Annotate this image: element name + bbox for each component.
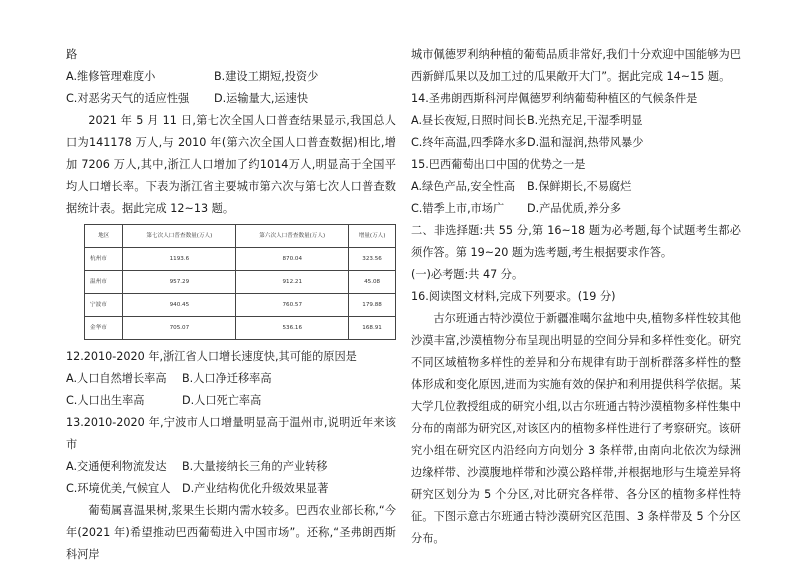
q15-stem: 15.巴西葡萄出口中国的优势之一是 — [411, 158, 586, 171]
grape-passage: 葡萄属喜温果树,浆果生长期内需水较多。巴西农业部长称,“今年(2021 年)希望推动巴西葡萄进入中国市场”。还称,“圣弗朗西斯科河岸 — [66, 504, 396, 561]
q15-option-b[interactable]: B.保鲜期长,不易腐烂 — [527, 180, 632, 193]
q11-options-row2 — [66, 88, 396, 110]
table-cell: 168.91 — [349, 317, 396, 340]
right-column — [411, 44, 741, 550]
q12-option-b[interactable]: B.人口净迁移率高 — [182, 372, 272, 385]
q15-option-c[interactable]: C.错季上市,市场广 — [411, 202, 505, 215]
table-cell: 45.08 — [349, 271, 396, 294]
q15-option-d[interactable]: D.产品优质,养分多 — [527, 202, 622, 215]
table-cell: 179.88 — [349, 294, 396, 317]
table-cell: 705.07 — [123, 317, 236, 340]
table-cell: 957.29 — [123, 271, 236, 294]
table-cell: 323.56 — [349, 248, 396, 271]
q15-option-a[interactable]: A.绿色产品,安全性高 — [411, 180, 516, 193]
q12-options-row1 — [66, 368, 396, 390]
q14-stem: 14.圣弗朗西斯科河岸佩德罗利纳葡萄种植区的气候条件是 — [411, 92, 698, 105]
table-cell: 912.21 — [236, 271, 349, 294]
q11-option-c[interactable]: C.对恶劣天气的适应性强 — [66, 92, 190, 105]
table-cell: 870.04 — [236, 248, 349, 271]
q14-options-row1 — [411, 110, 741, 132]
q13-stem: 13.2010-2020 年,宁波市人口增量明显高于温州市,说明近年来该市 — [66, 416, 396, 451]
q15-options-row1 — [411, 176, 741, 198]
q11-options-row1 — [66, 66, 396, 88]
q12-options-row2 — [66, 390, 396, 412]
q14-option-c[interactable]: C.终年高温,四季降水多 — [411, 136, 527, 149]
required-questions-heading: (一)必考题:共 47 分。 — [411, 268, 524, 281]
table-cell: 温州市 — [85, 271, 123, 294]
section-two-heading: 二、非选择题:共 55 分,第 16~18 题为必考题,每个试题考生都必须作答。第 19~20 题为选考题,考生根据要求作答。 — [411, 224, 741, 259]
census-passage: 2021 年 5 月 11 日,第七次全国人口普查结果显示,我国总人口为141178 万人,与 2010 年(第六次全国人口普查数据)相比,增加 7206 万人,其中,浙江人口增加了约1014万人,明显高于全国平均人口增长率。下表为浙江省主要城市第六次与第七次人口普查数据统计表。据此完成 12~13 题。 — [66, 114, 396, 215]
q13-option-c[interactable]: C.环境优美,气候宜人 — [66, 482, 171, 495]
q14-option-a[interactable]: A.昼长夜短,日照时间长 — [411, 114, 527, 127]
grape-passage-continued: 城市佩德罗利纳种植的葡萄品质非常好,我们十分欢迎中国能够为巴西新鲜瓜果以及加工过的瓜果敞开大门”。据此完成 14~15 题。 — [411, 48, 741, 83]
q14-options-row2 — [411, 132, 741, 154]
q12-option-c[interactable]: C.人口出生率高 — [66, 394, 145, 407]
q12-stem: 12.2010-2020 年,浙江省人口增长速度快,其可能的原因是 — [66, 350, 357, 363]
q13-options-row1 — [66, 456, 396, 478]
q12-option-a[interactable]: A.人口自然增长率高 — [66, 372, 167, 385]
q13-option-b[interactable]: B.大量接纳长三角的产业转移 — [182, 460, 328, 473]
table-header: 第六次人口普查数量(万人) — [236, 225, 349, 248]
table-cell: 杭州市 — [85, 248, 123, 271]
q11-line-end: 路 — [66, 48, 78, 61]
table-row — [85, 271, 396, 294]
census-table — [84, 224, 396, 340]
q15-options-row2 — [411, 198, 741, 220]
table-cell: 1193.6 — [123, 248, 236, 271]
table-row — [85, 294, 396, 317]
q11-option-b[interactable]: B.建设工期短,投资少 — [214, 70, 319, 83]
q11-option-a[interactable]: A.维修管理难度小 — [66, 70, 156, 83]
q11-option-d[interactable]: D.运输量大,运速快 — [214, 92, 309, 105]
q14-option-d[interactable]: D.温和湿润,热带风暴少 — [527, 136, 644, 149]
table-header: 第七次人口普查数量(万人) — [123, 225, 236, 248]
q13-option-a[interactable]: A.交通便利物流发达 — [66, 460, 167, 473]
left-column — [66, 44, 396, 566]
table-cell: 金华市 — [85, 317, 123, 340]
q14-option-b[interactable]: B.光热充足,干湿季明显 — [527, 114, 643, 127]
q16-stem: 16.阅读图文材料,完成下列要求。(19 分) — [411, 290, 616, 303]
table-header: 地区 — [85, 225, 123, 248]
table-cell: 940.45 — [123, 294, 236, 317]
table-cell: 536.16 — [236, 317, 349, 340]
table-header-row — [85, 225, 396, 248]
table-row — [85, 317, 396, 340]
table-cell: 760.57 — [236, 294, 349, 317]
table-header: 增量(万人) — [349, 225, 396, 248]
q13-options-row2 — [66, 478, 396, 500]
q12-option-d[interactable]: D.人口死亡率高 — [182, 394, 262, 407]
table-cell: 宁波市 — [85, 294, 123, 317]
q13-option-d[interactable]: D.产业结构优化升级效果显著 — [182, 482, 329, 495]
desert-passage: 古尔班通古特沙漠位于新疆准噶尔盆地中央,植物多样性较其他沙漠丰富,沙漠植物分布呈现出明显的空间分异和多样性变化。研究不同区域植物多样性的差异和分布规律有助于剖析群落多样性的整体形成和变化原因,进而为实施有效的保护和利用提供科学依据。某大学几位教授组成的研究小组,以古尔班通古特沙漠植物多样性集中分布的南部为研究区,对该区内的植物多样性进行了考察研究。该研究小组在研究区内沿经向方向划分 3 条样带,由南向北依次为绿洲边缘样带、沙漠腹地样带和沙漠公路样带,并根据地形与生境差异将研究区划分为 5 个分区,对比研究各样带、各分区的植物多样性特征。下图示意古尔班通古特沙漠研究区范围、3 条样带及 5 个分区分布。 — [411, 312, 741, 545]
table-row — [85, 248, 396, 271]
